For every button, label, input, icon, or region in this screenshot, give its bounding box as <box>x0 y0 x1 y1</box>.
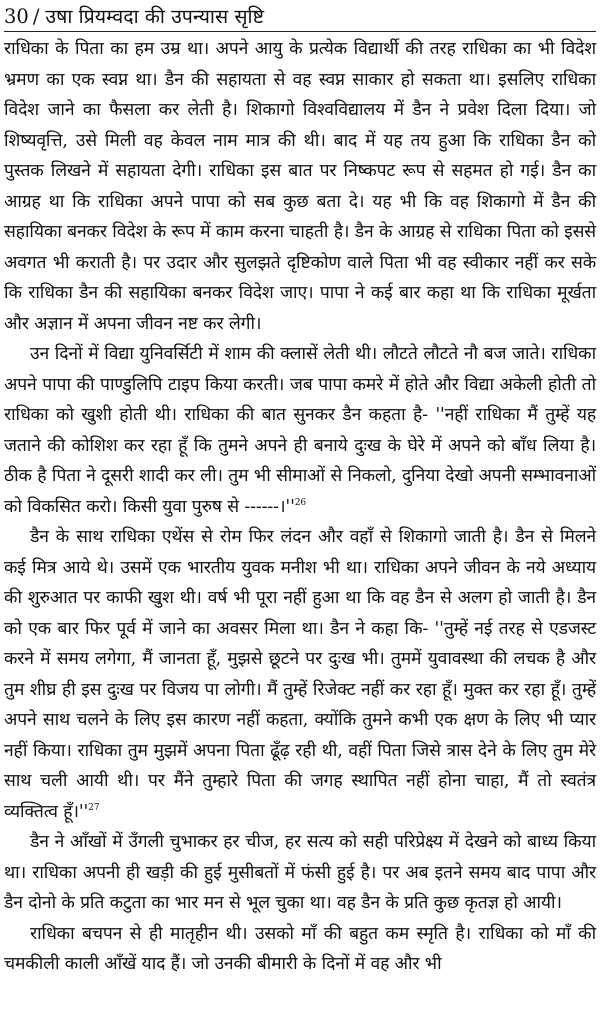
paragraph-5 <box>4 919 596 980</box>
paragraph-text: उन दिनों में विद्या युनिवर्सिटी में शाम की क्लासें लेती थी। लौटते लौटते नौ बज जाते। राधिका अपने पापा की पाण्डुलिपि टाइप किया करती। जब पापा कमरे में होते और विद्या अकेली होती तो राधिका को खुशी होती थी। राधिका की बात सुनकर डैन कहता है- ''नहीं राधिका मैं तुम्हें यह जताने की कोशिश कर रहा हूँ कि तुमने अपने ही बनाये दुःख के घेरे में अपने को बाँध लिया है। ठीक है पिता ने दूसरी शादी कर ली। तुम भी सीमाओं से निकलो, दुनिया देखो अपनी सम्भावनाओं को विकसित करो। किसी युवा पुरुष से ------।'' <box>4 344 596 517</box>
paragraph-text: राधिका के पिता का हम उम्र था। अपने आयु के प्रत्येक विद्यार्थी की तरह राधिका का भी विदेश भ्रमण का एक स्वप्न था। डैन की सहायता से वह स्वप्न साकार हो सकता था। इसलिए राधिका विदेश जाने का फैसला कर लेती है। शिकागो विश्वविद्यालय में डैन ने प्रवेश दिला दिया। जो शिष्यवृत्ति, उसे मिली वह केवल नाम मात्र की थी। बाद में यह तय हुआ कि राधिका डैन को पुस्तक लिखने में सहायता देगी। राधिका इस बात पर निष्कपट रूप से सहमत हो गई। डैन का आग्रह था कि राधिका अपने पापा को सब कुछ बता दे। यह भी कि वह शिकागो में डैन की सहायिका बनकर विदेश के रूप में काम करना चाहती है। डैन के आग्रह से राधिका पिता को इससे अवगत भी कराती है। पर उदार और सुलझते दृष्टिकोण वाले पिता भी वह स्वीकार नहीं कर सके कि राधिका डैन की सहायिका बनकर विदेश जाए। पापा ने कई बार कहा था कि राधिका मूर्खता और अज्ञान में अपना जीवन नष्ट कर लेगी। <box>4 39 596 334</box>
page-header <box>4 3 596 32</box>
paragraph-4 <box>4 827 596 919</box>
paragraph-text: डैन के साथ राधिका एथेंस से रोम फिर लंदन और वहाँ से शिकागो जाती है। डैन से मिलने कई मित्र आये थे। उसमें एक भारतीय युवक मनीश भी था। राधिका अपने जीवन के नये अध्याय की शुरुआत पर काफी खुश थी। वर्ष भी पूरा नहीं हुआ था कि वह डैन से अलग हो जाती है। डैन को एक बार फिर पूर्व में जाने का अवसर मिला था। डैन ने कहा कि- ''तुम्हें नई तरह से एडजस्ट करने में समय लगेगा, मैं जानता हूँ, मुझसे छूटने पर दुःख भी। तुममें युवावस्था की लचक है और तुम शीघ्र ही इस दुःख पर विजय पा लोगी। मैं तुम्हें रिजेक्ट नहीं कर रहा हूँ। मुक्त कर रहा हूँ। तुम्हें अपने साथ चलने के लिए इस कारण नहीं कहता, क्योंकि तुमने कभी एक क्षण के लिए भी प्यार नहीं किया। राधिका तुम मुझमें अपना पिता ढूँढ़ रही थी, वहीं पिता जिसे त्रास देने के लिए तुम मेरे साथ चली आयी थी। पर मैंने तुम्हारे पिता की जगह स्थापित नहीं होना चाहा, मैं तो स्वतंत्र व्यक्तित्व हूँ।'' <box>4 527 596 822</box>
header-separator: / <box>32 5 40 28</box>
paragraph-text: राधिका बचपन से ही मातृहीन थी। उसको माँ की बहुत कम स्मृति है। राधिका को माँ की चमकीली काली आँखें याद हैं। जो उनकी बीमारी के दिनों में वह और भी <box>4 923 596 974</box>
paragraph-text: डैन ने आँखों में उँगली चुभाकर हर चीज, हर सत्य को सही परिप्रेक्ष्य में देखने को बाध्य किया था। राधिका अपनी ही खड़ी की हुई मुसीबतों में फंसी हुई है। पर अब इतने समय बाद पापा और डैन दोनो के प्रति कटुता का भार मन से भूल चुका था। वह डैन के प्रति कुछ कृतज्ञ हो आयी। <box>4 832 596 913</box>
paragraph-2 <box>4 339 596 522</box>
paragraph-3 <box>4 522 596 827</box>
running-title: उषा प्रियम्वदा की उपन्यास सृष्टि <box>45 5 264 28</box>
page-number: 30 <box>4 5 29 28</box>
footnote-ref: 26 <box>294 497 306 508</box>
body-text <box>4 34 596 980</box>
paragraph-1 <box>4 34 596 339</box>
footnote-ref: 27 <box>88 802 100 813</box>
